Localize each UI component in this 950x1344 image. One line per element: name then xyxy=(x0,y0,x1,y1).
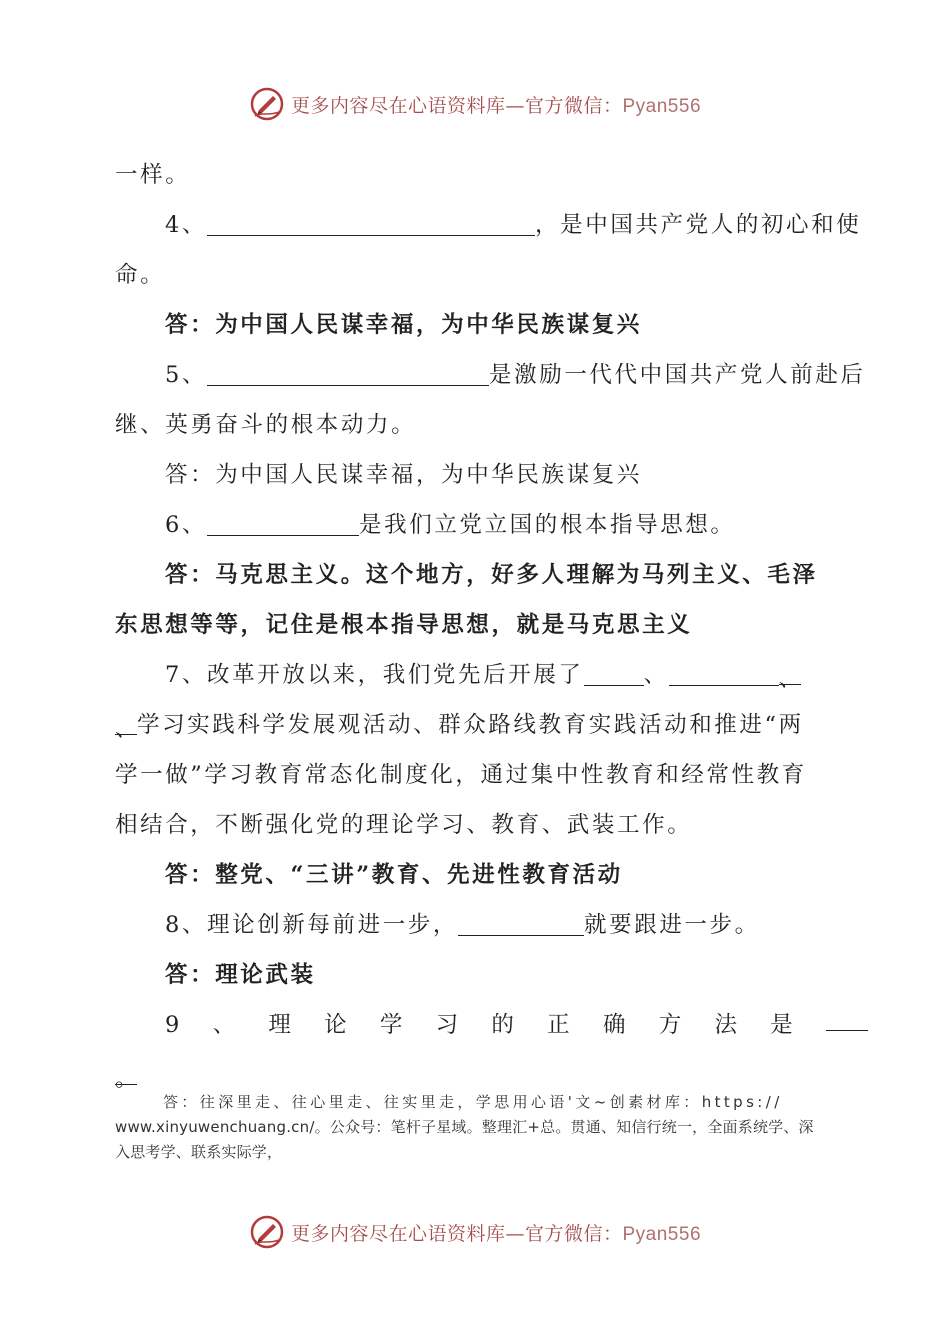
question-5 xyxy=(115,350,866,400)
question-number: 6、 xyxy=(165,512,208,538)
separator: 、 xyxy=(115,716,141,742)
answer-blank xyxy=(458,905,584,936)
question-8 xyxy=(115,900,840,950)
header-wechat-id: Pyan556 xyxy=(622,95,702,117)
question-9 xyxy=(115,1000,868,1050)
question-number: 5、 xyxy=(165,362,208,388)
question-7 xyxy=(115,650,840,700)
question-text: 是激励一代代中国共产党人前赴后 xyxy=(489,362,866,388)
question-text: 学习实践科学发展观活动、群众路线教育实践活动和推进“两 xyxy=(137,712,804,738)
answer-blank-separator xyxy=(778,654,804,692)
q9-char: 法 xyxy=(714,1012,737,1038)
question-7-line-4: 相结合，不断强化党的理论学习、教育、武装工作。 xyxy=(115,812,693,838)
answer-blank xyxy=(826,1000,868,1031)
footer-banner-label: 更多内容尽在心语资料库—官方微信： xyxy=(290,1222,623,1245)
answer-6-line-2: 东思想等等，记住是根本指导思想，就是马克思主义 xyxy=(115,612,693,638)
answer-blank-end xyxy=(115,1054,141,1092)
question-4-continued: 命。 xyxy=(115,262,166,288)
q9-char: 理 xyxy=(268,1012,291,1038)
separator: 、 xyxy=(643,662,669,688)
q9-char: 是 xyxy=(770,1012,793,1038)
q9-char: 的 xyxy=(491,1012,514,1038)
question-text: ，是中国共产党人的初心和使 xyxy=(535,212,862,238)
pen-logo-icon xyxy=(249,86,285,122)
q9-char: 、 xyxy=(212,1012,236,1038)
answer-blank xyxy=(584,655,644,686)
answer-blank xyxy=(207,355,489,386)
header-banner xyxy=(0,84,950,124)
question-4 xyxy=(115,200,862,250)
question-6 xyxy=(115,500,840,550)
answer-blank xyxy=(207,505,359,536)
footer-banner xyxy=(0,1212,950,1252)
question-text: 就要跟进一步。 xyxy=(584,912,760,938)
q9-char: 9 xyxy=(165,1012,180,1038)
q9-char: 正 xyxy=(547,1012,570,1038)
footnote-line-3: 入思考学、联系实际学， xyxy=(115,1143,283,1161)
answer-7: 答：整党、“三讲”教育、先进性教育活动 xyxy=(165,862,623,888)
q9-char: 学 xyxy=(379,1012,403,1038)
q9-char: 确 xyxy=(602,1012,626,1038)
footer-wechat-id: Pyan556 xyxy=(622,1223,702,1245)
q9-char: 习 xyxy=(435,1012,459,1038)
answer-6-line-1: 答：马克思主义。这个地方，好多人理解为马列主义、毛泽 xyxy=(165,562,818,588)
period: 。 xyxy=(115,1066,141,1092)
text-line: 一样。 xyxy=(115,162,191,188)
question-text: 是我们立党立国的根本指导思想。 xyxy=(359,512,736,538)
header-banner-text xyxy=(291,91,701,118)
question-5-continued: 继、英勇奋斗的根本动力。 xyxy=(115,412,417,438)
q9-char: 论 xyxy=(324,1012,347,1038)
answer-4: 答：为中国人民谋幸福，为中华民族谋复兴 xyxy=(165,312,642,338)
footer-banner-text xyxy=(291,1219,701,1246)
document-body xyxy=(115,150,866,1100)
header-banner-label: 更多内容尽在心语资料库—官方微信： xyxy=(290,94,623,117)
answer-8: 答：理论武装 xyxy=(165,962,316,988)
answer-blank xyxy=(669,655,779,686)
question-text: 7、改革开放以来，我们党先后开展了 xyxy=(165,662,584,688)
answer-5: 答：为中国人民谋幸福，为中华民族谋复兴 xyxy=(165,462,642,488)
question-7-line-2 xyxy=(115,700,840,750)
answer-blank xyxy=(207,205,535,236)
pen-logo-icon xyxy=(249,1214,285,1250)
question-7-line-3: 学一做”学习教育常态化制度化，通过集中性教育和经常性教育 xyxy=(115,762,807,788)
footnote-line-1: 答：往深里走、往心里走、往实里走，学思用心语'文~创素材库：https:// xyxy=(163,1093,783,1111)
separator: 、 xyxy=(778,666,804,692)
question-number: 4、 xyxy=(165,212,208,238)
footnote xyxy=(115,1090,840,1165)
answer-blank-separator xyxy=(115,704,141,742)
q9-char: 方 xyxy=(658,1012,682,1038)
question-text: 8、理论创新每前进一步， xyxy=(165,912,459,938)
footnote-line-2: www.xinyuwenchuang.cn/。公众号：笔杆子星域。整理汇+总。贯通、知信行统一，全面系统学、深 xyxy=(115,1118,814,1136)
